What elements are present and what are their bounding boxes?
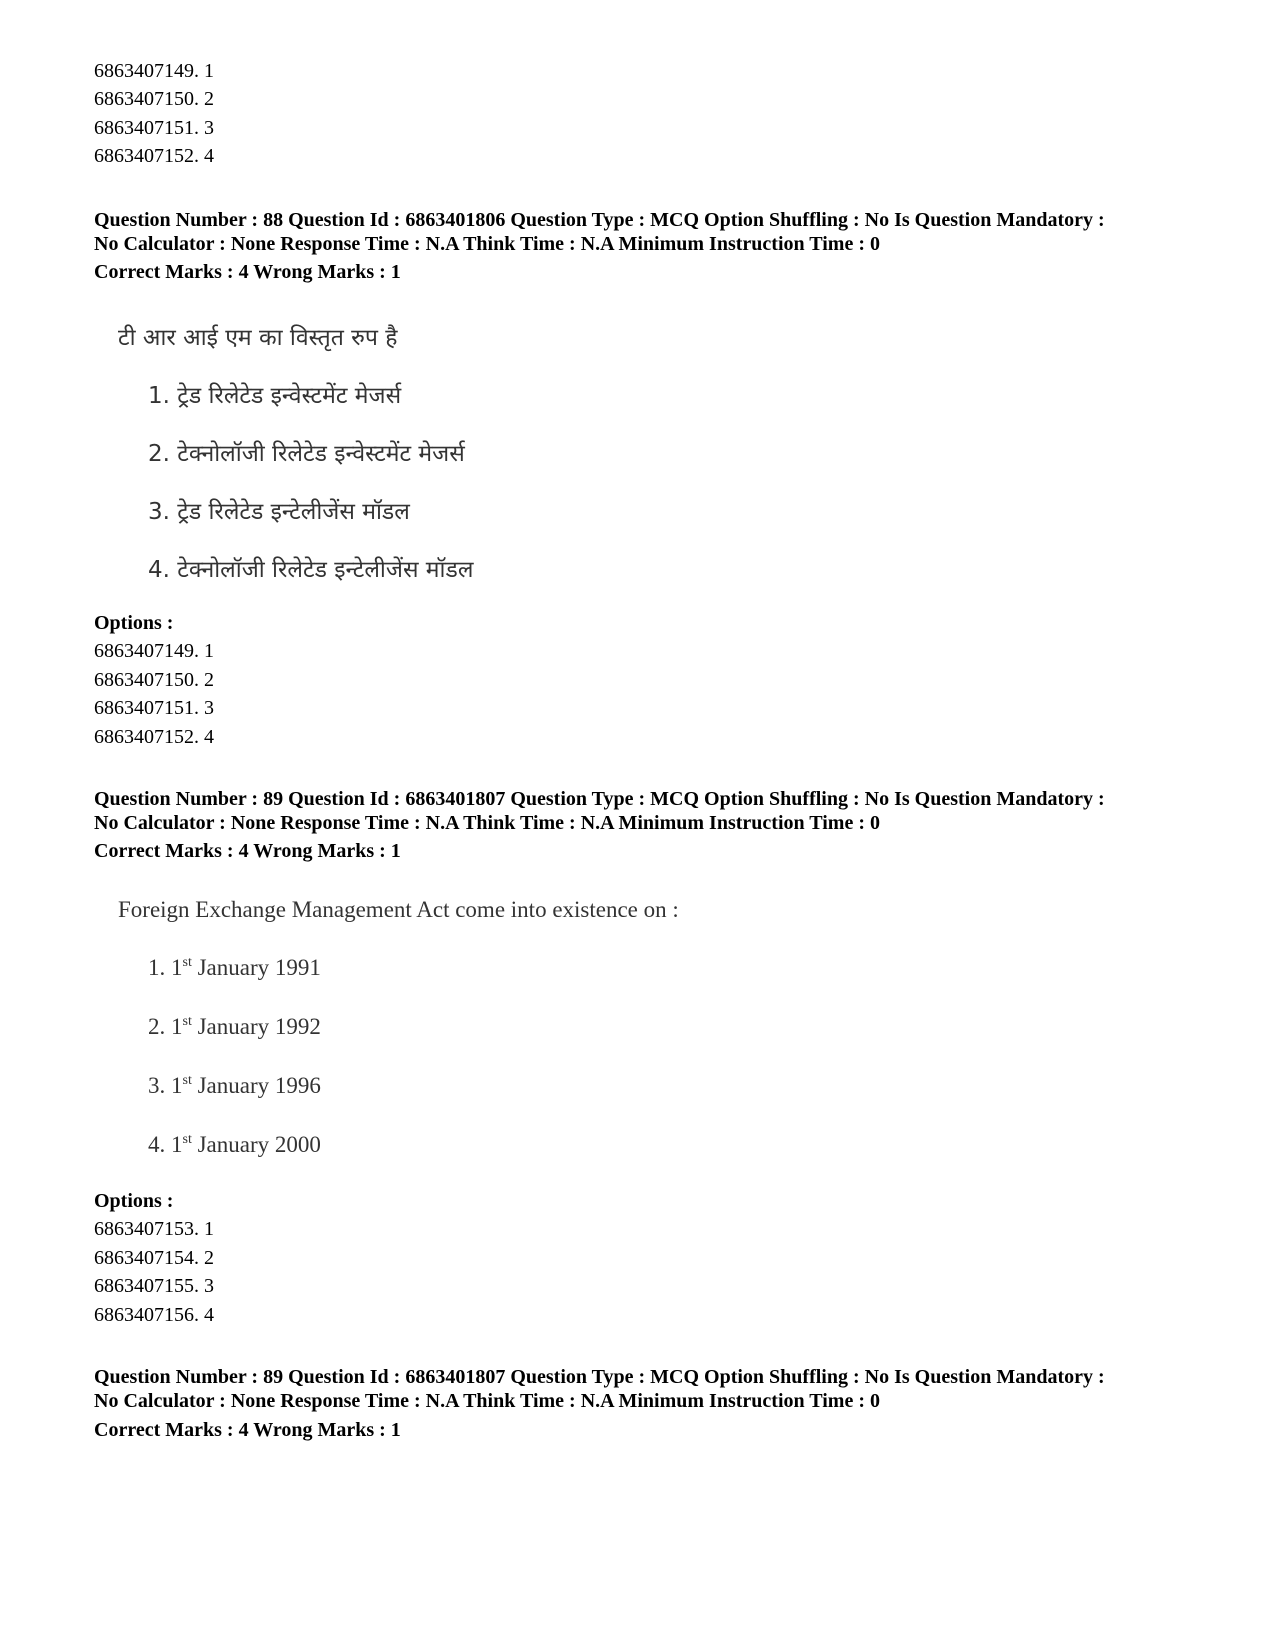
option-line: 6863407152. 4 [94,726,214,748]
options-label: Options : [94,612,174,634]
question-marks: Correct Marks : 4 Wrong Marks : 1 [94,261,401,283]
question-choice: 2. टेक्नोलॉजी रिलेटेड इन्वेस्टमेंट मेजर्स [148,441,465,467]
question-choice: 3. ट्रेड रिलेटेड इन्टेलीजेंस मॉडल [148,499,410,525]
option-line: 6863407149. 1 [94,640,214,662]
question-marks: Correct Marks : 4 Wrong Marks : 1 [94,840,401,862]
question-text: टी आर आई एम का विस्तृत रुप है [118,325,398,351]
question-choice: 1. ट्रेड रिलेटेड इन्वेस्टमेंट मेजर्स [148,383,402,409]
options-label: Options : [94,1190,174,1212]
question-text: Foreign Exchange Management Act come into existence on : [118,897,679,922]
option-line: 6863407155. 3 [94,1275,214,1297]
option-line: 6863407149. 1 [94,60,214,82]
question-choice: 2. 1st January 1992 [148,1014,321,1039]
option-line: 6863407150. 2 [94,669,214,691]
option-line: 6863407151. 3 [94,697,214,719]
question-header-line2: No Calculator : None Response Time : N.A Think Time : N.A Minimum Instruction Time : 0 [94,812,880,834]
question-choice: 4. 1st January 2000 [148,1132,321,1157]
question-marks: Correct Marks : 4 Wrong Marks : 1 [94,1419,401,1441]
question-header-line1: Question Number : 88 Question Id : 6863401806 Question Type : MCQ Option Shuffling : No Is Question Mandatory : [94,209,1105,231]
option-line: 6863407153. 1 [94,1218,214,1240]
option-line: 6863407151. 3 [94,117,214,139]
question-choice: 1. 1st January 1991 [148,955,321,980]
question-header-line1: Question Number : 89 Question Id : 6863401807 Question Type : MCQ Option Shuffling : No Is Question Mandatory : [94,1366,1105,1388]
question-choice: 3. 1st January 1996 [148,1073,321,1098]
question-header-line2: No Calculator : None Response Time : N.A Think Time : N.A Minimum Instruction Time : 0 [94,1390,880,1412]
option-line: 6863407154. 2 [94,1247,214,1269]
question-header-line2: No Calculator : None Response Time : N.A Think Time : N.A Minimum Instruction Time : 0 [94,233,880,255]
option-line: 6863407152. 4 [94,145,214,167]
option-line: 6863407150. 2 [94,88,214,110]
question-header-line1: Question Number : 89 Question Id : 6863401807 Question Type : MCQ Option Shuffling : No Is Question Mandatory : [94,788,1105,810]
question-choice: 4. टेक्नोलॉजी रिलेटेड इन्टेलीजेंस मॉडल [148,557,474,583]
option-line: 6863407156. 4 [94,1304,214,1326]
